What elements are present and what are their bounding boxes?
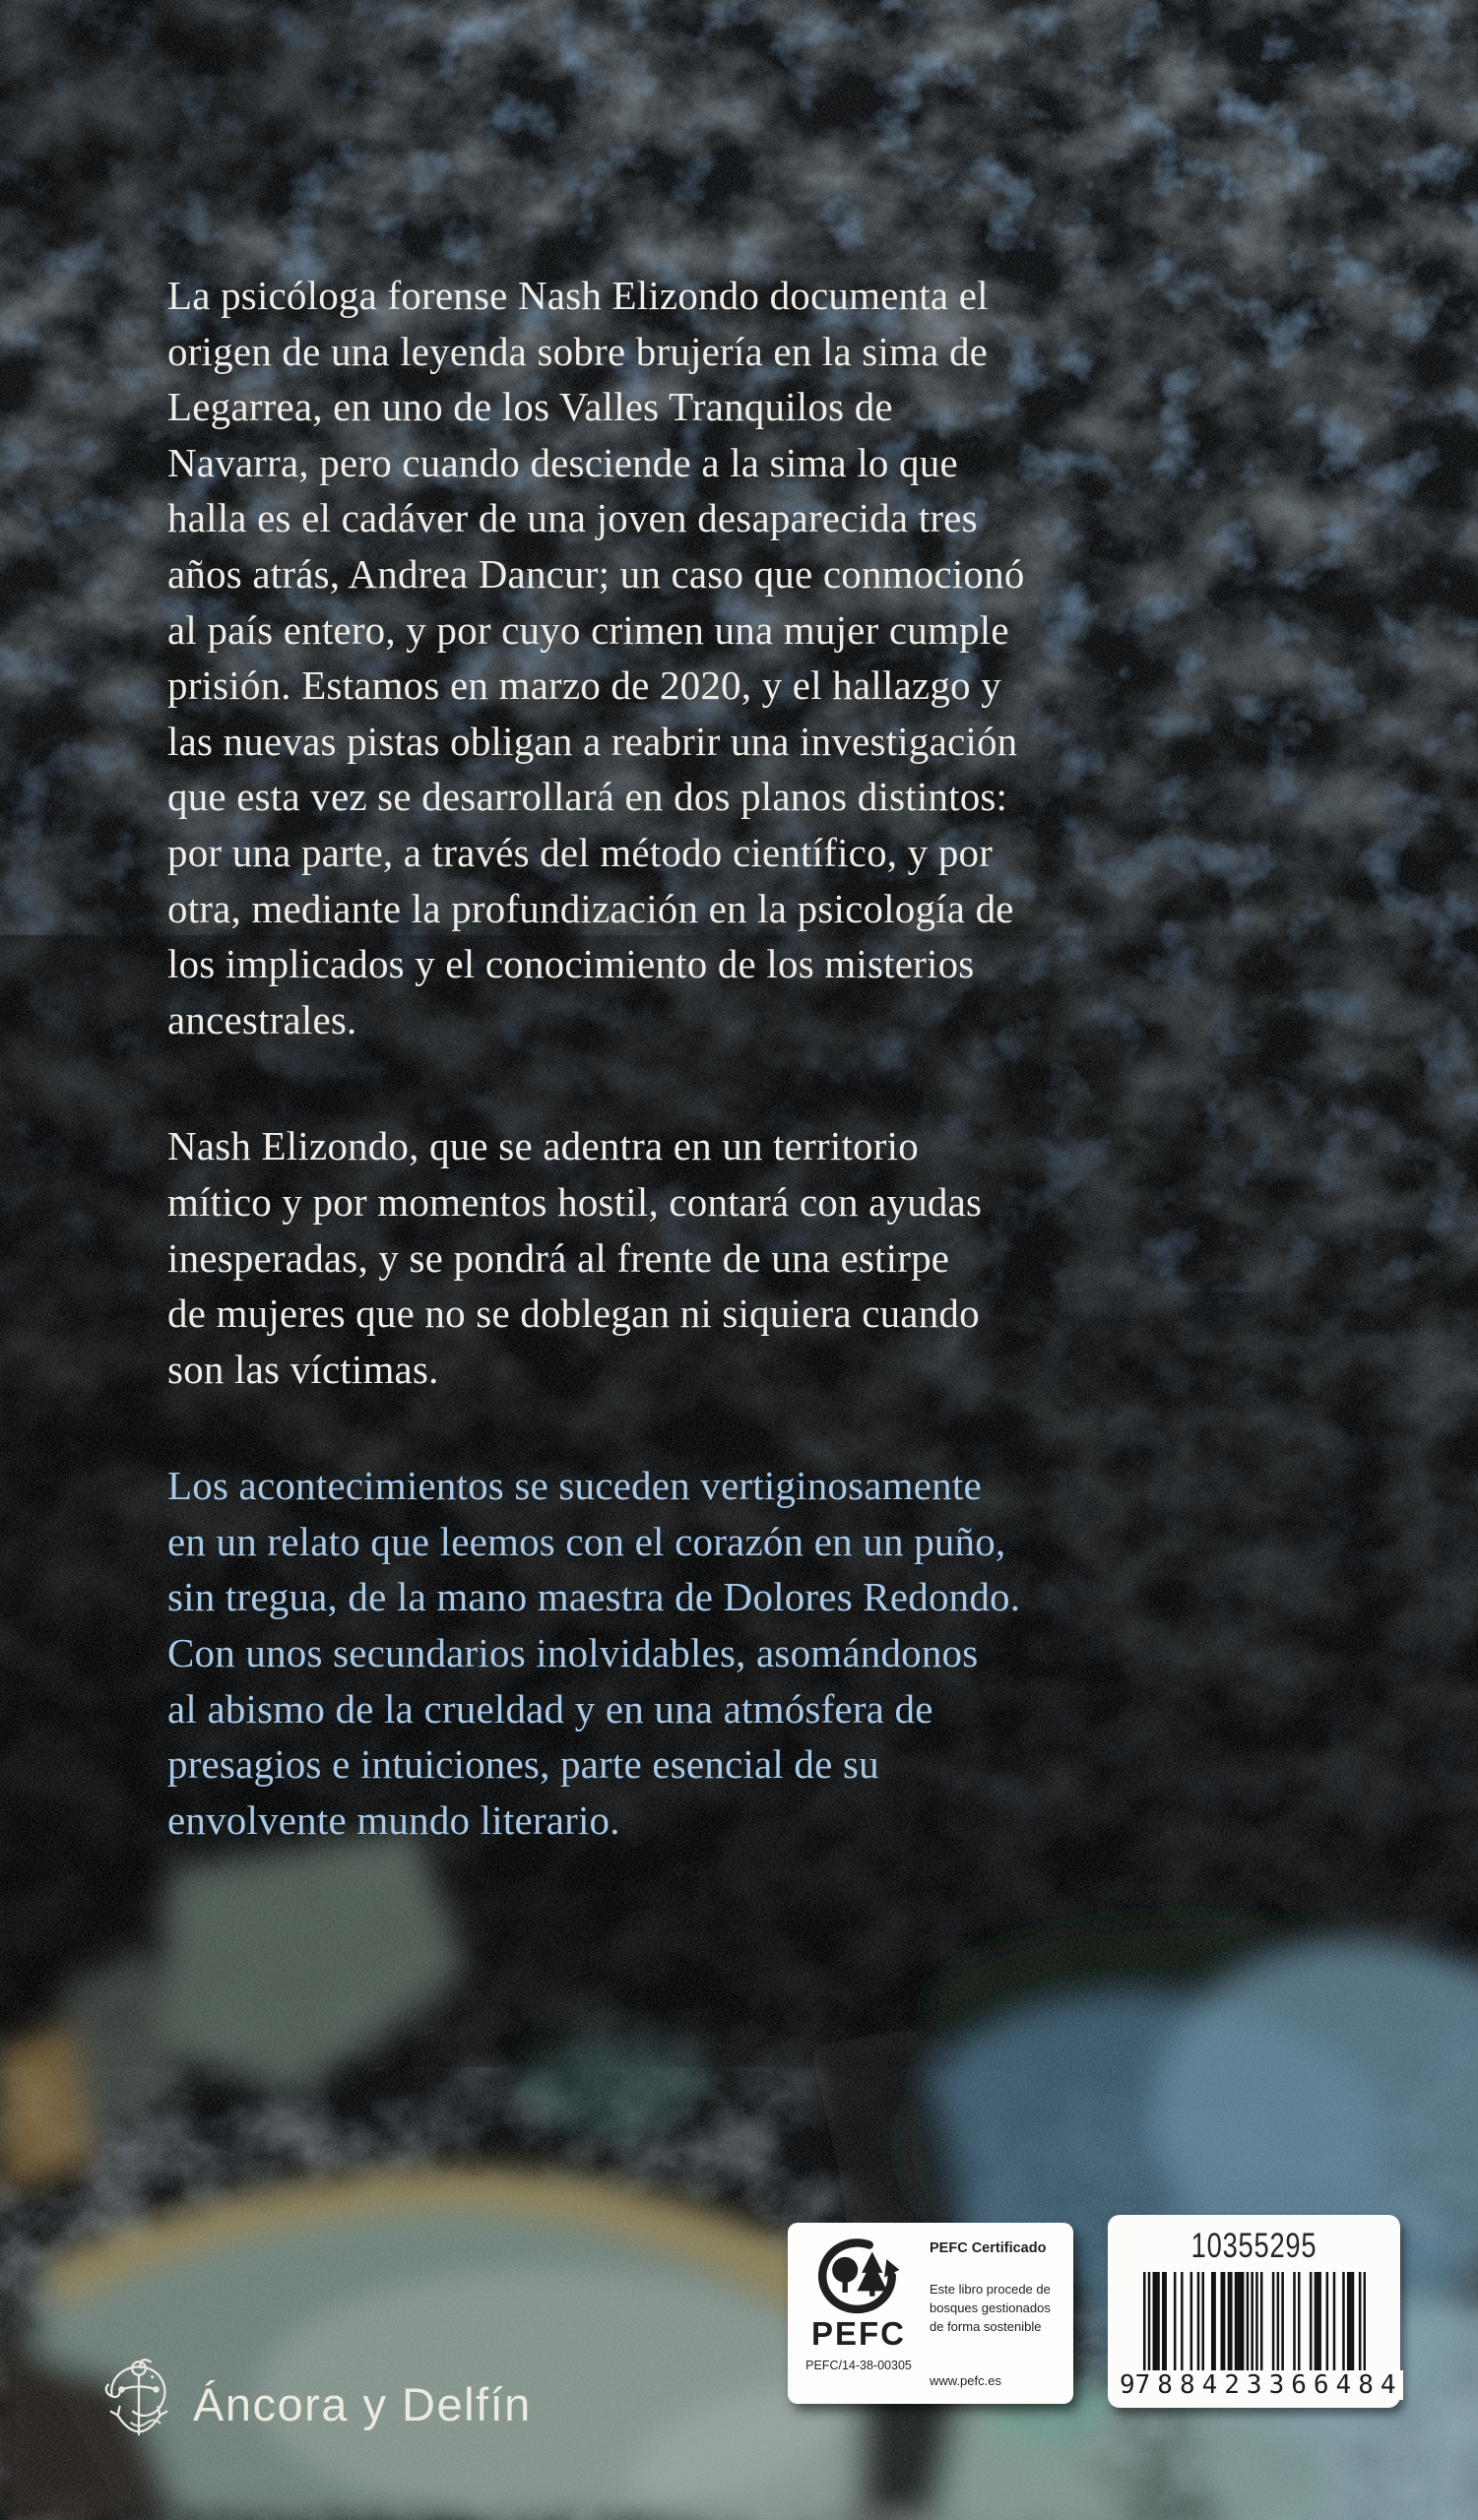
- pefc-logo-column: [798, 2236, 920, 2392]
- text-line: otra, mediante la profundización en la psicología de: [167, 885, 1014, 931]
- text-line: ancestrales.: [167, 996, 357, 1042]
- text-line: al país entero, y por cuyo crimen una mujer cumple: [167, 606, 1009, 653]
- text-line: mítico y por momentos hostil, contará con ayudas: [167, 1178, 983, 1225]
- text-line: que esta vez se desarrollará en dos planos distintos:: [167, 774, 1008, 820]
- text-line: Con unos secundarios inolvidables, asomándonos: [167, 1630, 979, 1676]
- publisher-imprint: [102, 2353, 532, 2455]
- text-line: son las víctimas.: [167, 1346, 439, 1392]
- synopsis-paragraph-1: [167, 268, 1270, 1047]
- text-line: envolvente mundo literario.: [167, 1796, 620, 1843]
- text-line: sin tregua, de la mano maestra de Dolores Redondo.: [167, 1574, 1021, 1620]
- isbn-group-2: 366484: [1268, 2370, 1403, 2400]
- text-line: en un relato que leemos con el corazón en un puño,: [167, 1518, 1006, 1564]
- product-number: 10355295: [1190, 2227, 1317, 2265]
- barcode-label: [1108, 2215, 1403, 2408]
- review-highlight-paragraph: [167, 1458, 1270, 1848]
- text-line: origen de una leyenda sobre brujería en la sima de: [167, 328, 989, 374]
- synopsis-paragraph-2: [167, 1118, 1270, 1397]
- text-line: al abismo de la crueldad y en una atmósfera de: [167, 1685, 933, 1732]
- pefc-text-column: [920, 2236, 1061, 2392]
- text-line: de forma sostenible: [930, 2319, 1042, 2334]
- text-line: Este libro procede de: [930, 2282, 1051, 2297]
- synopsis-text-block: [167, 268, 1270, 1848]
- isbn-group-1: 788423: [1134, 2370, 1269, 2400]
- text-line: prisión. Estamos en marzo de 2020, y el hallazgo y: [167, 662, 1001, 709]
- text-line: presagios e intuiciones, parte esencial de su: [167, 1741, 879, 1788]
- text-line: años atrás, Andrea Dancur; un caso que conmocionó: [167, 550, 1025, 597]
- ean13-barcode: [1143, 2272, 1366, 2386]
- pefc-license-code: PEFC/14-38-00305: [805, 2359, 912, 2372]
- publisher-name: Áncora y Delfín: [193, 2377, 532, 2430]
- pefc-certification-label: [788, 2223, 1073, 2404]
- pefc-description: [930, 2280, 1061, 2336]
- isbn-digits: [1120, 2370, 1403, 2400]
- text-line: las nuevas pistas obligan a reabrir una investigación: [167, 718, 1018, 764]
- pefc-title: PEFC Certificado: [930, 2240, 1047, 2256]
- anchor-dolphin-icon: [102, 2356, 175, 2452]
- text-line: Navarra, pero cuando desciende a la sima lo que: [167, 439, 958, 485]
- text-line: Nash Elizondo, que se adentra en un territorio: [167, 1123, 919, 1169]
- text-line: bosques gestionados: [930, 2300, 1051, 2315]
- pefc-wordmark: PEFC: [810, 2315, 906, 2352]
- text-line: por una parte, a través del método científico, y por: [167, 829, 994, 875]
- text-line: Los acontecimientos se suceden vertiginosamente: [167, 1463, 982, 1509]
- text-line: La psicóloga forense Nash Elizondo documenta el: [167, 273, 989, 318]
- pefc-trees-in-circle-icon: [813, 2236, 904, 2315]
- text-line: inesperadas, y se pondrá al frente de una estirpe: [167, 1234, 950, 1281]
- pefc-website: www.pefc.es: [930, 2373, 1001, 2388]
- isbn-prefix-digit: 9: [1120, 2370, 1135, 2400]
- text-line: Legarrea, en uno de los Valles Tranquilos de: [167, 384, 893, 430]
- text-line: de mujeres que no se doblegan ni siquiera cuando: [167, 1291, 980, 1337]
- text-line: los implicados y el conocimiento de los misterios: [167, 941, 975, 987]
- text-line: halla es el cadáver de una joven desaparecida tres: [167, 495, 978, 541]
